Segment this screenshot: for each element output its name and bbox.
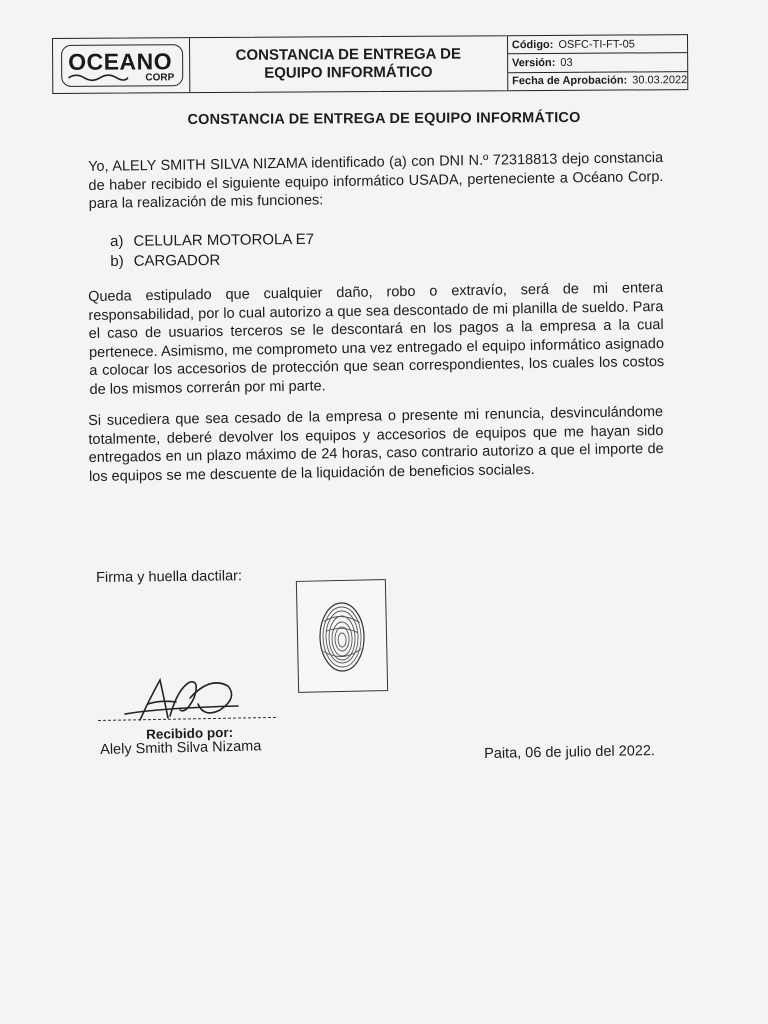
header-title xyxy=(190,36,509,92)
paragraph-declaration: Yo, ALELY SMITH SILVA NIZAMA identificado (a) con DNI N.º 72318813 dejo constancia de haber recibido el siguiente equipo informático USADA, perteneciente a Océano Corp. para la realización de mis funciones: xyxy=(88,149,664,212)
list-item xyxy=(110,230,314,252)
recipient-name: Alely Smith Silva Nizama xyxy=(100,738,262,758)
version-row xyxy=(508,53,687,72)
fecha-label: Fecha de Aprobación: xyxy=(512,74,628,88)
logo-text: OCEANO xyxy=(68,48,173,75)
fingerprint-icon xyxy=(297,580,387,692)
logo-cell xyxy=(53,38,190,93)
version-label: Versión: xyxy=(511,56,556,70)
version-value: 03 xyxy=(560,56,573,69)
logo-sub: CORP xyxy=(145,72,175,84)
signature-fingerprint-label: Firma y huella dactilar: xyxy=(96,568,243,586)
document-header xyxy=(52,34,688,94)
list-item-marker: b) xyxy=(110,252,124,270)
list-item-text: CELULAR MOTOROLA E7 xyxy=(133,230,315,250)
fecha-row xyxy=(508,72,687,90)
header-title-line1: CONSTANCIA DE ENTREGA DE xyxy=(235,45,461,64)
paragraph-termination: Si sucediera que sea cesado de la empresa o presente mi renuncia, desvinculándome totalmente, deberé devolver los equipos y accesorios de equipos que me hayan sido entregados en un plazo máximo de 24 horas, caso contrario autorizo a que el importe de los equipos se me descuente de la liquidación de beneficios sociales. xyxy=(88,403,664,485)
document-title: CONSTANCIA DE ENTREGA DE EQUIPO INFORMÁTICO xyxy=(187,109,581,129)
list-item-text: CARGADOR xyxy=(133,251,221,270)
fecha-value: 30.03.2022 xyxy=(632,74,688,87)
codigo-row xyxy=(508,35,687,54)
codigo-value: OSFC-TI-FT-05 xyxy=(558,38,635,51)
list-item xyxy=(110,250,314,272)
equipment-list xyxy=(110,230,314,272)
company-logo xyxy=(61,44,183,87)
place-date: Paita, 06 de julio del 2022. xyxy=(484,743,656,762)
header-title-line2: EQUIPO INFORMÁTICO xyxy=(264,63,433,82)
fingerprint-box xyxy=(296,579,388,693)
codigo-label: Código: xyxy=(511,38,554,51)
paragraph-responsibility: Queda estipulado que cualquier daño, robo o extravío, será de mi entera responsabilidad, por lo cual autorizo a que sea descontado de mi planilla de sueldo. Para el caso de usuarios terceros se le descontará en los pagos a la empresa a la cual pertenece. Asimismo, me comprometo una vez entregado el equipo informático asignado a colocar los accesorios de protección que sean correspondientes, los cuales los costos de los mismos correrán por mi parte. xyxy=(88,279,665,398)
received-by-label: Recibido por: xyxy=(146,724,234,742)
header-meta xyxy=(508,35,687,90)
list-item-marker: a) xyxy=(110,232,124,250)
wave-icon xyxy=(68,73,128,83)
